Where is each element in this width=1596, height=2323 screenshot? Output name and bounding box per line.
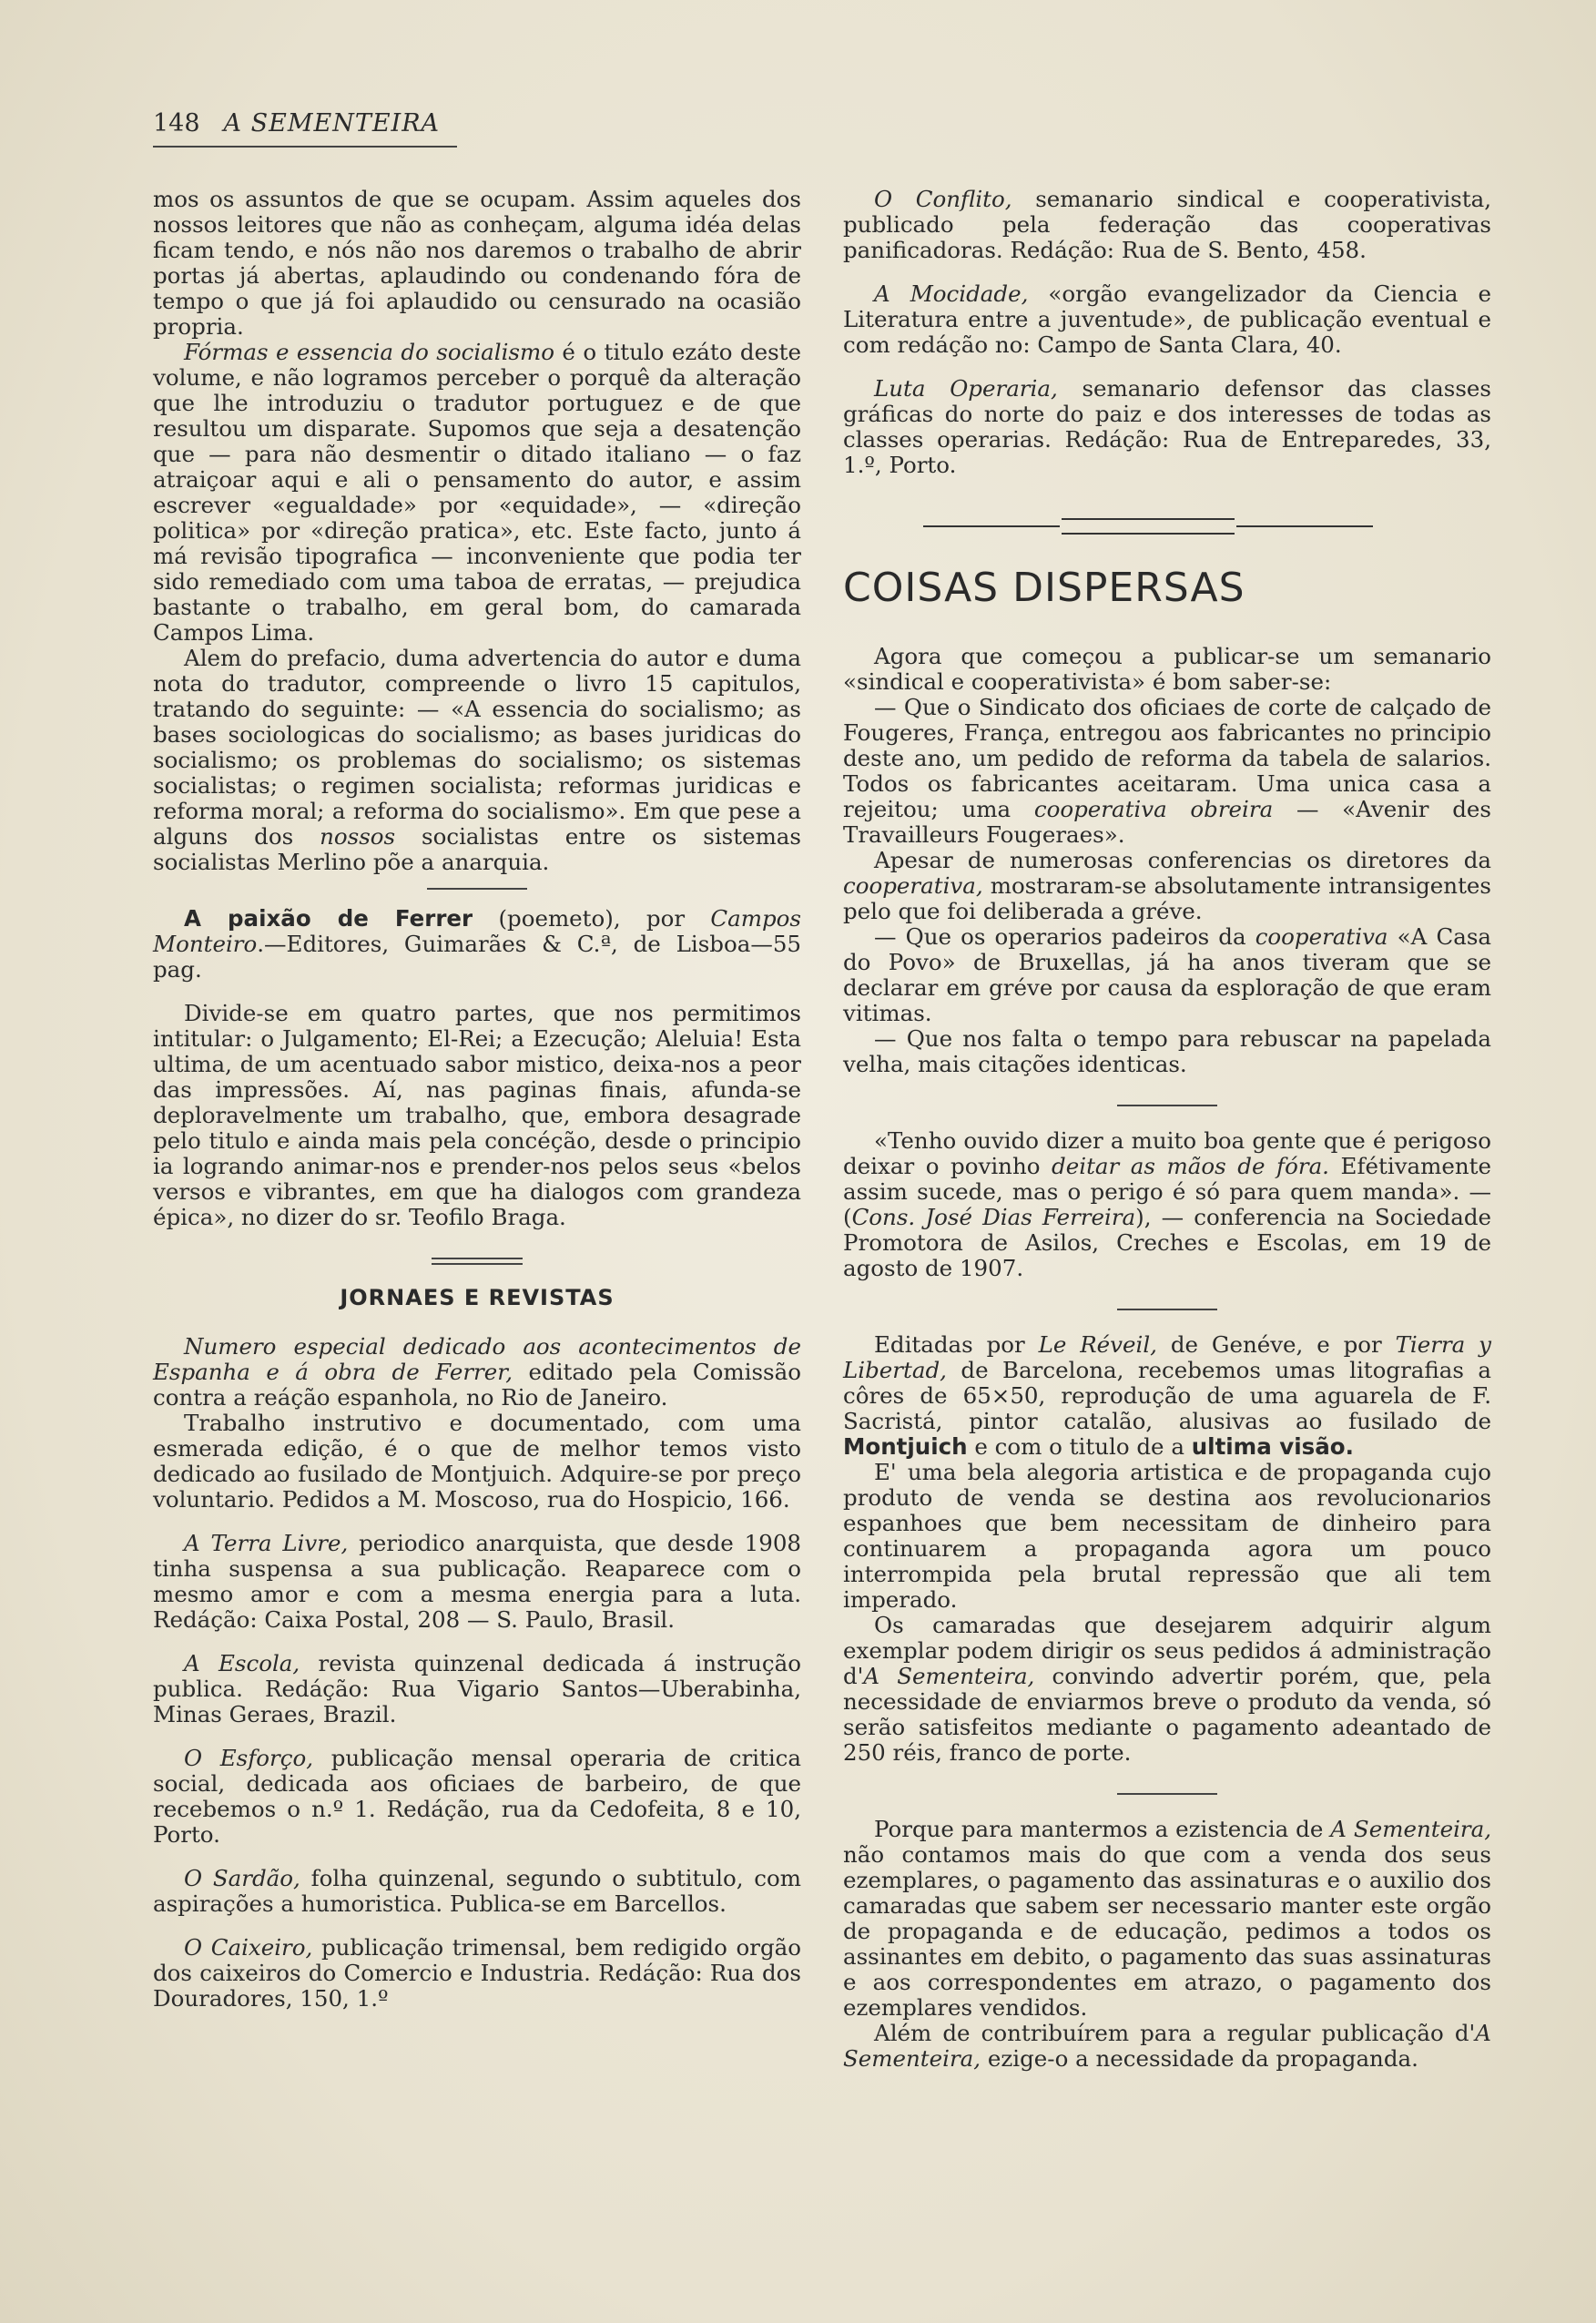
right-column	[843, 187, 1491, 2072]
ornamental-divider	[843, 515, 1491, 542]
paragraph: Porque para mantermos a ezistencia de A Sementeira, não contamos mais do que com a venda dos seus ezemplares, o pagamento das assinaturas e o auxilio dos camaradas que sabem ser necessario manter este orgão de propaganda e de educação, pedimos a todos os assinantes em debito, o pagamento das suas assinaturas e aos correspondentes em atrazo, o pagamento dos ezemplares vendidos.	[843, 1816, 1492, 2021]
publication-title: A SEMENTEIRA	[223, 109, 441, 138]
divider	[843, 1793, 1491, 1795]
left-column	[153, 187, 801, 2012]
section-heading: COISAS DISPERSAS	[843, 565, 1245, 611]
paragraph: Apesar de numerosas conferencias os diretores da cooperativa, mostraram-se absolutamente intransigentes pelo que foi deliberada a gréve.	[843, 847, 1491, 924]
paragraph: E' uma bela alegoria artistica e de propaganda cujo produto de venda se destina aos revolucionarios espanhoes que bem necessitam de dinheiro para continuarem a propaganda agora um pouco interrompida pela brutal repressão que ali tem imperado.	[843, 1459, 1491, 1613]
page-header	[153, 109, 440, 138]
paragraph: Divide-se em quatro partes, que nos permitimos intitular: o Julgamento; El-Rei; a Ezecução; Aleluia! Esta ultima, de um acentuado sabor mistico, deixa-nos a peor das impressões. Aí, nas paginas finais, afunda-se deploravelmente um trabalho, que, embora desagrade pelo titulo e ainda mais pela concéção, desde o principio ia logrando animar-nos e prender-nos pelos seus «belos versos e vibrantes, em que ha dialogos com grandeza épica», no dizer do sr. Teofilo Braga.	[153, 1000, 801, 1230]
paragraph: Editadas por Le Réveil, de Genéve, e por Tierra y Libertad, de Barcelona, recebemos umas litografias a côres de 65×50, reprodução de uma aguarela de F. Sacristá, pintor catalão, alusivas ao fusilado de Montjuich e com o titulo de a ultima visão.	[843, 1331, 1491, 1460]
paragraph: A Mocidade, «orgão evangelizador da Ciencia e Literatura entre a juventude», de publicação eventual e com redáção no: Campo de Santa Clara, 40.	[843, 280, 1492, 358]
paragraph: Além de contribuírem para a regular publicação d'A Sementeira, ezige-o a necessidade da propaganda.	[843, 2020, 1491, 2072]
paragraph: — Que os operarios padeiros da cooperativa «A Casa do Povo» de Bruxellas, já ha anos tiveram que se declarar em gréve por causa da esploração de que eram vitimas.	[843, 923, 1492, 1026]
divider	[843, 1309, 1491, 1310]
paragraph: Fórmas e essencia do socialismo é o titulo ezáto deste volume, e não logramos perceber o porquê da alteração que lhe introduziu o tradutor portuguez e de que resultou um disparate. Supomos que seja a desatenção que — para não desmentir o ditado italiano — o faz atraiçoar aqui e ali o pensamento do autor, e assim escrever «egualdade» por «equidade», — «direção politica» por «direção pratica», etc. Este facto, junto á má revisão tipografica — inconveniente que podia ter sido remediado com uma taboa de erratas, — prejudica bastante o trabalho, em geral bom, do camarada Campos Lima.	[153, 339, 802, 646]
paragraph: Alem do prefacio, duma advertencia do autor e duma nota do tradutor, compreende o livro 15 capitulos, tratando do seguinte: — «A essencia do socialismo; as bases sociologicas do socialismo; as bases juridicas do socialismo; os problemas do socialismo; os sistemas socialistas; o regimen socialista; reformas juridicas e reforma moral; a reforma do socialismo». Em que pese a alguns dos nossos socialistas entre os sistemas socialistas Merlino põe a anarquia.	[153, 645, 801, 875]
paragraph: O Sardão, folha quinzenal, segundo o subtitulo, com aspirações a humoristica. Publica-se em Barcellos.	[153, 1865, 801, 1917]
divider	[153, 888, 801, 890]
paragraph: — Que o Sindicato dos oficiaes de corte de calçado de Fougeres, França, entregou aos fabricantes no principio deste ano, um pedido de reforma da tabela de salarios. Todos os fabricantes aceitaram. Uma unica casa a rejeitou; uma cooperativa obreira — «Avenir des Travailleurs Fougeraes».	[843, 694, 1491, 848]
paragraph: O Esforço, publicação mensal operaria de critica social, dedicada aos oficiaes de barbeiro, de que recebemos o n.º 1. Redáção, rua da Cedofeita, 8 e 10, Porto.	[153, 1745, 801, 1848]
paragraph: A Escola, revista quinzenal dedicada á instrução publica. Redáção: Rua Vigario Santos—Uberabinha, Minas Geraes, Brazil.	[153, 1650, 801, 1727]
paragraph: Luta Operaria, semanario defensor das classes gráficas do norte do paiz e dos interesses de todas as classes operarias. Redáção: Rua de Entreparedes, 33, 1.º, Porto.	[843, 375, 1491, 478]
paragraph: A paixão de Ferrer (poemeto), por Campos Monteiro.—Editores, Guimarães & C.ª, de Lisboa—55 pag.	[153, 905, 801, 983]
divider	[843, 1105, 1491, 1106]
paragraph: Os camaradas que desejarem adquirir algum exemplar podem dirigir os seus pedidos á administração d'A Sementeira, convindo advertir porém, que, pela necessidade de enviarmos breve o produto da venda, só serão satisfeitos mediante o pagamento adeantado de 250 réis, franco de porte.	[843, 1612, 1491, 1766]
section-heading: JORNAES E REVISTAS	[340, 1285, 615, 1310]
book-title: A paixão de Ferrer	[184, 905, 473, 932]
book-title: Fórmas e essencia do socialismo	[184, 339, 554, 365]
page-number: 148	[153, 109, 200, 138]
paragraph: O Caixeiro, publicação trimensal, bem redigido orgão dos caixeiros do Comercio e Industria. Redáção: Rua dos Douradores, 150, 1.º	[153, 1934, 801, 2012]
divider	[153, 1258, 801, 1265]
paragraph: A Terra Livre, periodico anarquista, que desde 1908 tinha suspensa a sua publicação. Reaparece com o mesmo amor e com a mesma energia para a luta. Redáção: Caixa Postal, 208 — S. Paulo, Brasil.	[153, 1530, 801, 1633]
paragraph: Agora que começou a publicar-se um semanario «sindical e cooperativista» é bom saber-se:	[843, 643, 1491, 695]
paragraph: — Que nos falta o tempo para rebuscar na papelada velha, mais citações identicas.	[843, 1025, 1491, 1077]
paragraph: mos os assuntos de que se ocupam. Assim aqueles dos nossos leitores que não as conheçam, alguma idéa delas ficam tendo, e nós não nos daremos o trabalho de abrir portas já abertas, aplaudindo ou condenando fóra de tempo o que já foi aplaudido ou censurado na ocasião propria.	[153, 186, 801, 340]
paragraph: O Conflito, semanario sindical e cooperativista, publicado pela federação das cooperativas panificadoras. Redáção: Rua de S. Bento, 458.	[843, 186, 1491, 263]
paragraph: Numero especial dedicado aos acontecimentos de Espanha e á obra de Ferrer, editado pela Comissão contra a reáção espanhola, no Rio de Janeiro.	[153, 1333, 801, 1411]
header-rule	[153, 146, 457, 148]
paragraph: Trabalho instrutivo e documentado, com uma esmerada edição, é o que de melhor temos visto dedicado ao fusilado de Montjuich. Adquire-se por preço voluntario. Pedidos a M. Moscoso, rua do Hospicio, 166.	[153, 1410, 801, 1513]
paragraph: «Tenho ouvido dizer a muito boa gente que é perigoso deixar o povinho deitar as mãos de fóra. Efétivamente assim sucede, mas o perigo é só para quem manda». — (Cons. José Dias Ferreira), — conferencia na Sociedade Promotora de Asilos, Creches e Escolas, em 19 de agosto de 1907.	[843, 1127, 1491, 1281]
